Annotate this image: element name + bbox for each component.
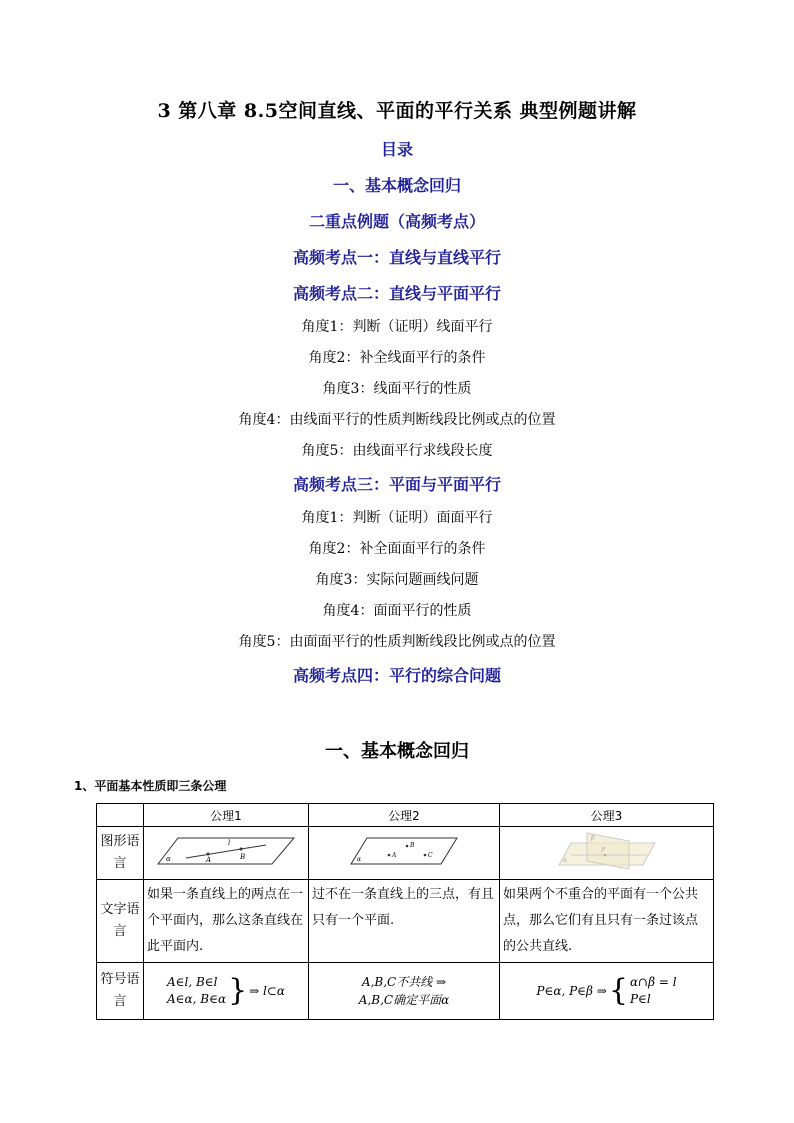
toc-heading: 目录 <box>380 140 413 159</box>
symbol-result: ⇒ l⊂α <box>249 984 286 998</box>
toc-item: 二重点例题（高频考点） <box>308 212 485 231</box>
label-c: C <box>428 852 433 859</box>
symbol-axiom2 <box>309 963 500 1020</box>
header-axiom2: 公理2 <box>309 804 500 827</box>
row-label-figure: 图形语言 <box>97 827 144 880</box>
toc-item: 角度1：判断（证明）线面平行 <box>301 319 493 335</box>
toc-item: 一、基本概念回归 <box>332 176 461 195</box>
label-a: A <box>392 852 397 859</box>
table-header-row <box>97 804 714 827</box>
row-label-symbol: 符号语言 <box>97 963 144 1020</box>
label-b: B <box>240 853 246 861</box>
label-l: l <box>228 839 231 847</box>
toc-item: 角度2：补全面面平行的条件 <box>308 541 486 557</box>
label-beta: β <box>590 835 594 842</box>
toc-item: 角度4：面面平行的性质 <box>322 603 472 619</box>
left-brace-icon: { <box>608 973 628 1008</box>
figure-axiom1 <box>144 827 309 880</box>
symbol-line: A∈l, B∈l <box>166 975 218 989</box>
symbol-axiom1 <box>144 963 309 1020</box>
toc-item: 高频考点四：平行的综合问题 <box>292 666 501 685</box>
symbol-line: A∈α, B∈α <box>166 992 227 1006</box>
right-brace-icon: } <box>228 973 248 1008</box>
figure-axiom2 <box>309 827 500 880</box>
label-alpha: α <box>562 857 567 864</box>
text-axiom3: 如果两个不重合的平面有一个公共点，那么它们有且只有一条过该点的公共直线. <box>500 880 714 963</box>
label-alpha: α <box>166 855 171 863</box>
toc-item: 高频考点三：平面与平面平行 <box>292 475 501 494</box>
text-axiom2: 过不在一条直线上的三点，有且只有一个平面. <box>309 880 500 963</box>
table-row-text <box>97 880 714 963</box>
table-corner-cell <box>97 804 144 827</box>
figure-axiom3 <box>500 827 714 880</box>
table-row-symbol <box>97 963 714 1020</box>
text-axiom1: 如果一条直线上的两点在一个平面内，那么这条直线在此平面内. <box>144 880 309 963</box>
table-row-figure <box>97 827 714 880</box>
symbol-premise: P∈α, P∈β ⇒ <box>536 984 607 998</box>
toc-item: 角度3：实际问题画线问题 <box>315 572 479 588</box>
label-b: B <box>410 842 415 849</box>
symbol-line: α∩β = l <box>629 975 677 989</box>
subsection-title: 1、平面基本性质即三条公理 <box>74 779 227 793</box>
table-of-contents <box>0 132 794 694</box>
toc-list <box>0 168 794 694</box>
header-axiom3: 公理3 <box>500 804 714 827</box>
section-heading: 一、基本概念回归 <box>325 741 469 762</box>
label-a: A <box>206 856 212 864</box>
toc-item: 高频考点一：直线与直线平行 <box>292 248 501 267</box>
symbol-axiom3 <box>500 963 714 1020</box>
header-axiom1: 公理1 <box>144 804 309 827</box>
symbol-line: A,B,C确定平面α <box>358 993 450 1007</box>
label-alpha: α <box>357 856 362 863</box>
page-title: 3 第八章 8.5空间直线、平面的平行关系 典型例题讲解 <box>157 100 637 122</box>
plane-line-figure <box>156 834 296 868</box>
label-p: P <box>600 847 605 854</box>
toc-item: 角度5：由面面平行的性质判断线段比例或点的位置 <box>238 634 556 650</box>
intersecting-planes-figure <box>557 831 657 871</box>
toc-item: 角度4：由线面平行的性质判断线段比例或点的位置 <box>238 412 556 428</box>
toc-item: 角度2：补全线面平行的条件 <box>308 350 486 366</box>
symbol-line: P∈l <box>629 992 651 1006</box>
symbol-line: A,B,C不共线 ⇒ <box>361 975 447 989</box>
toc-item: 高频考点二：直线与平面平行 <box>292 284 501 303</box>
toc-item: 角度3：线面平行的性质 <box>322 381 472 397</box>
toc-item: 角度5：由线面平行求线段长度 <box>301 443 493 459</box>
row-label-text: 文字语言 <box>97 880 144 963</box>
toc-item: 角度1：判断（证明）面面平行 <box>301 510 493 526</box>
plane-points-figure <box>349 834 459 868</box>
axioms-table <box>96 803 714 1020</box>
